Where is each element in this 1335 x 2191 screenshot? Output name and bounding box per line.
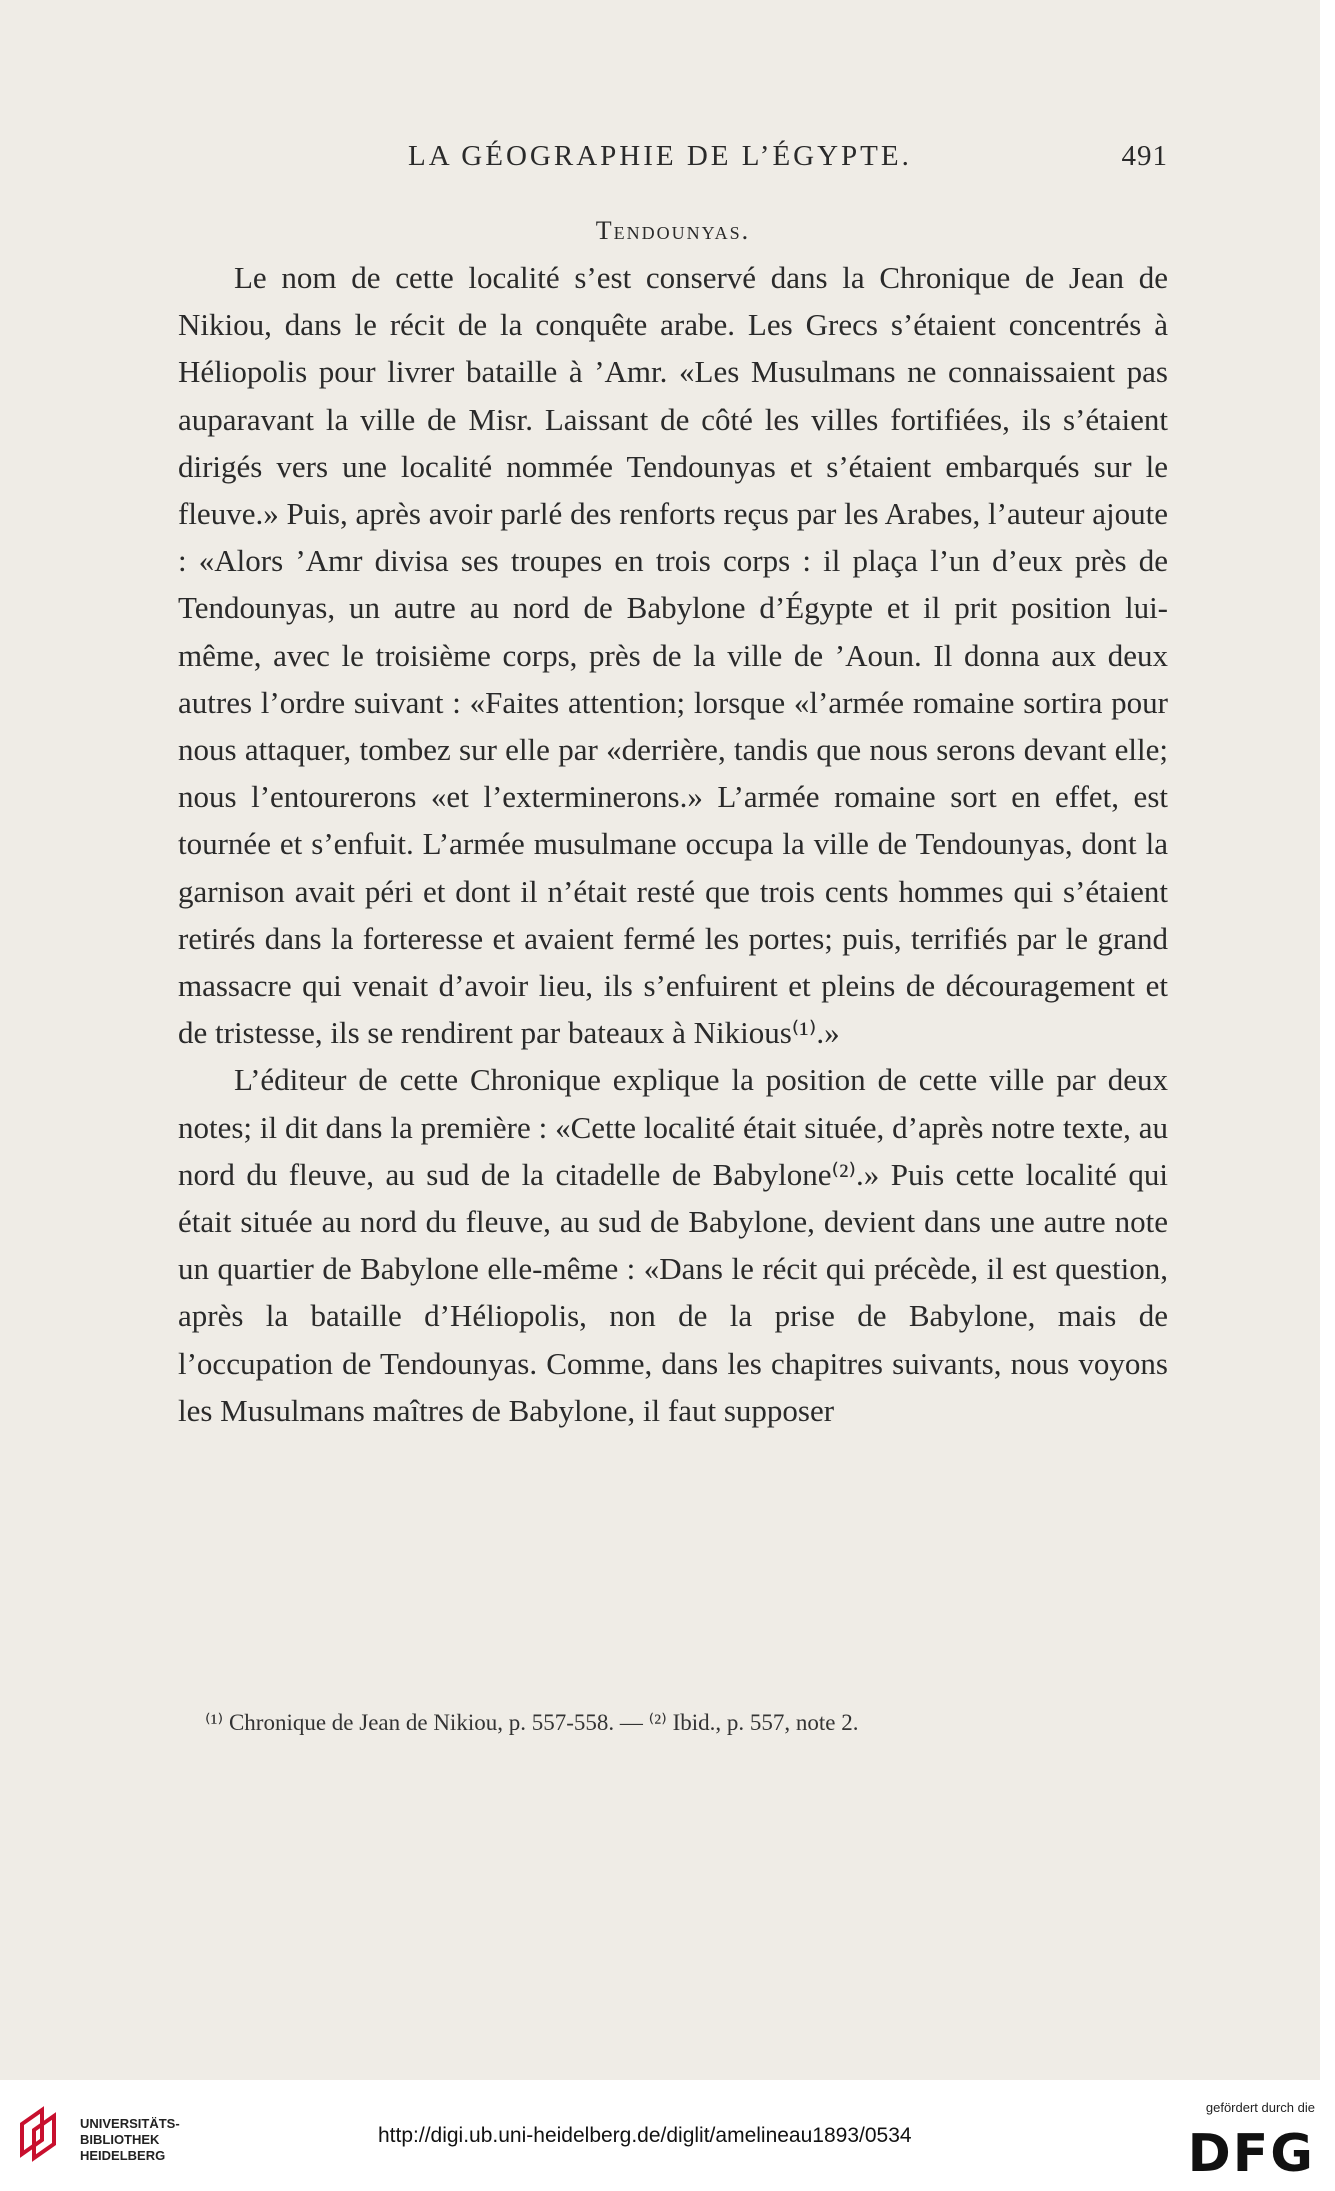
paragraph: Le nom de cette localité s’est conservé dans la Chronique de Jean de Nikiou, dans le récit de la conquête arabe. Les Grecs s’étaient concentrés à Héliopolis pour livrer bataille à ’Amr. «Les Musulmans ne connaissaient pas auparavant la ville de Misr. Laissant de côté les villes fortifiées, ils s’étaient dirigés vers une localité nommée Tendounyas et s’étaient embarqués sur le fleuve.» Puis, après avoir parlé des renforts reçus par les Arabes, l’auteur ajoute : «Alors ’Amr divisa ses troupes en trois corps : il plaça l’un d’eux près de Tendounyas, un autre au nord de Babylone d’Égypte et il prit position lui-même, avec le troisième corps, près de la ville de ’Aoun. Il donna aux deux autres l’ordre suivant : «Faites attention; lorsque «l’armée romaine sortira pour nous attaquer, tombez sur elle par «derrière, tandis que nous serons devant elle; nous l’entourerons «et l’exterminerons.» L’armée romaine sort en effet, est tournée et s’enfuit. L’armée musulmane occupa la ville de Tendounyas, dont la garnison avait péri et dont il n’était resté que trois cents hommes qui s’étaient retirés dans la forteresse et avaient fermé les portes; puis, terrifiés par le grand massacre qui venait d’avoir lieu, ils s’enfuirent et pleins de découragement et de tristesse, ils se rendirent par bateaux à Nikious⁽¹⁾.» (178, 260, 1168, 1051)
running-head-title: LA GÉOGRAPHIE DE L’ÉGYPTE. (408, 140, 912, 172)
library-logo-icon (12, 2104, 72, 2169)
scan-edge (1320, 0, 1335, 2080)
library-line: BIBLIOTHEK (80, 2132, 160, 2147)
library-line: UNIVERSITÄTS- (80, 2116, 180, 2131)
library-name (80, 2116, 180, 2164)
footnotes: ⁽¹⁾ Chronique de Jean de Nikiou, p. 557-558. — ⁽²⁾ Ibid., p. 557, note 2. (205, 1710, 859, 1735)
library-line: HEIDELBERG (80, 2148, 166, 2163)
permalink-url[interactable]: http://digi.ub.uni-heidelberg.de/diglit/amelineau1893/0534 (378, 2124, 912, 2147)
page-content (178, 140, 1168, 1434)
body-text (178, 254, 1168, 1434)
paragraph: L’éditeur de cette Chronique explique la position de cette ville par deux notes; il dit dans la première : «Cette localité était située, d’après notre texte, au nord du fleuve, au sud de la citadelle de Babylone⁽²⁾.» Puis cette localité qui était située au nord du fleuve, au sud de Babylone, devient dans une autre note un quartier de Babylone elle-même : «Dans le récit qui précède, il est question, après la bataille d’Héliopolis, non de la prise de Babylone, mais de l’occupation de Tendounyas. Comme, dans les chapitres suivants, nous voyons les Musulmans maîtres de Babylone, il faut supposer (178, 1062, 1168, 1428)
page-number: 491 (1121, 140, 1168, 172)
footer (0, 2080, 1335, 2191)
funding-note: gefördert durch die (1205, 2100, 1315, 2115)
section-title: Tendounyas. (595, 216, 751, 245)
dfg-logo: DFG (1187, 2124, 1315, 2184)
running-head (178, 140, 1168, 190)
